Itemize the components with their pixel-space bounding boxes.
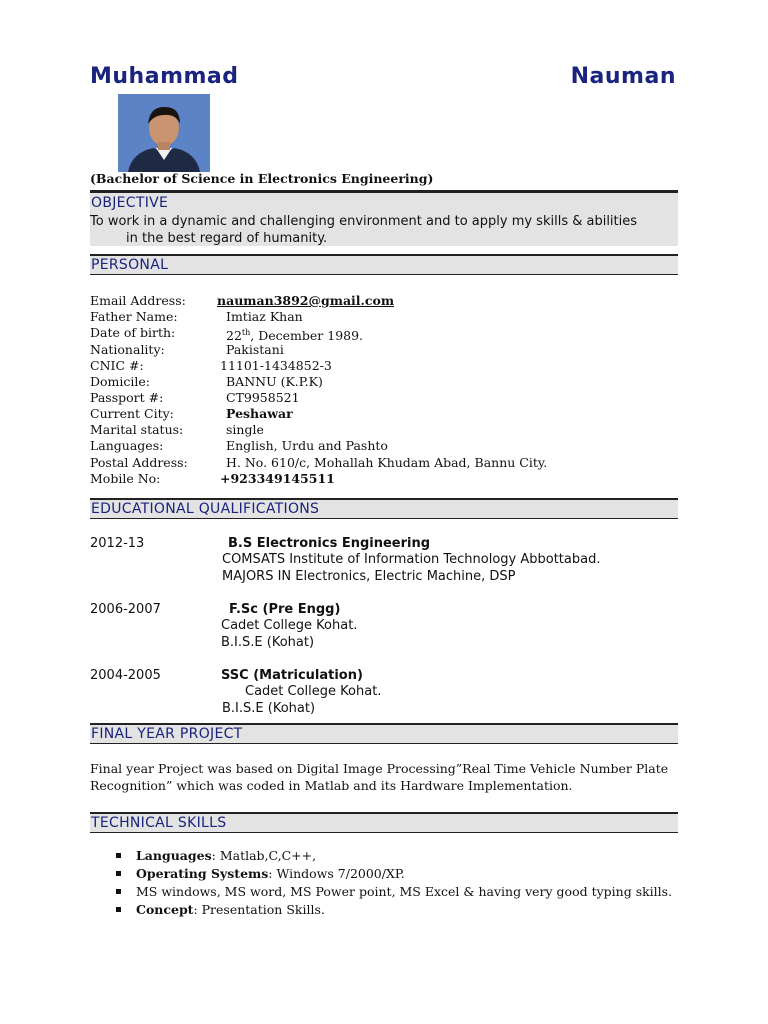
personal-value-sup: th <box>241 328 251 337</box>
edu-1-degree: B.S Electronics Engineering <box>228 536 431 551</box>
personal-value-text: H. No. 610/c, Mohallah Khudam Abad, Bannu City. <box>226 455 548 470</box>
skill-label: Operating Systems <box>136 866 269 881</box>
project-line-1: Final year Project was based on Digital Image Processing”Real Time Vehicle Number Plate <box>90 761 669 776</box>
personal-value-text: single <box>226 422 264 437</box>
education-heading-bar <box>90 498 678 519</box>
profile-photo <box>118 94 210 172</box>
objective-line-1: To work in a dynamic and challenging environment and to apply my skills & abilities <box>90 214 638 229</box>
skills-list <box>116 847 672 919</box>
personal-value <box>226 438 388 454</box>
personal-value <box>226 406 293 422</box>
personal-value-text: +923349145511 <box>220 471 335 486</box>
personal-value <box>220 358 332 374</box>
degree-title: (Bachelor of Science in Electronics Engineering) <box>90 171 434 186</box>
personal-value-text: 11101-1434852-3 <box>220 358 332 373</box>
personal-heading-bar <box>90 254 678 275</box>
personal-label: Mobile No: <box>90 471 161 486</box>
personal-label: Email Address: <box>90 293 186 308</box>
personal-label: CNIC #: <box>90 358 144 373</box>
skill-label: Concept <box>136 902 194 917</box>
skills-heading: TECHNICAL SKILLS <box>91 815 227 831</box>
personal-value-text: 22 <box>226 328 242 344</box>
personal-value-text: CT9958521 <box>226 390 300 405</box>
edu-3-years: 2004-2005 <box>90 668 161 683</box>
personal-value[interactable] <box>217 293 394 309</box>
edu-1-line-2: MAJORS IN Electronics, Electric Machine, DSP <box>222 569 516 584</box>
first-name: Muhammad <box>90 64 239 89</box>
edu-1-line-1: COMSATS Institute of Information Technology Abbottabad. <box>222 552 601 567</box>
project-line-2: Recognition” which was coded in Matlab and its Hardware Implementation. <box>90 778 573 793</box>
personal-label: Nationality: <box>90 342 165 357</box>
last-name: Nauman <box>570 64 676 89</box>
skill-item <box>116 901 672 919</box>
skills-heading-bar <box>90 812 678 833</box>
skill-text: : Windows 7/2000/XP. <box>268 866 405 881</box>
personal-label: Postal Address: <box>90 455 188 470</box>
skill-text: : Presentation Skills. <box>193 902 325 917</box>
education-heading: EDUCATIONAL QUALIFICATIONS <box>91 501 320 517</box>
personal-value-text: BANNU (K.P.K) <box>226 374 323 389</box>
personal-value-text: Peshawar <box>226 406 293 421</box>
personal-value <box>226 455 547 471</box>
personal-value <box>226 390 300 406</box>
personal-value-rest: , December 1989. <box>250 328 364 344</box>
skill-item <box>116 865 672 883</box>
personal-value <box>226 309 303 325</box>
edu-3-line-1: Cadet College Kohat. <box>245 684 382 699</box>
skill-label: Languages <box>136 848 212 863</box>
edu-2-line-1: Cadet College Kohat. <box>221 618 358 633</box>
personal-value-text: nauman3892@gmail.com <box>217 293 395 308</box>
skill-item <box>116 847 672 865</box>
personal-value-text: Imtiaz Khan <box>226 309 303 324</box>
edu-3-line-2: B.I.S.E (Kohat) <box>222 701 316 716</box>
objective-section <box>90 190 678 246</box>
skill-item <box>116 883 672 901</box>
personal-label: Domicile: <box>90 374 151 389</box>
edu-2-line-2: B.I.S.E (Kohat) <box>221 635 315 650</box>
personal-label: Marital status: <box>90 422 184 437</box>
personal-value <box>220 471 335 487</box>
personal-label: Languages: <box>90 438 164 453</box>
skill-text: MS windows, MS word, MS Power point, MS Excel & having very good typing skills. <box>136 884 673 899</box>
personal-value <box>226 422 264 438</box>
edu-3-degree: SSC (Matriculation) <box>221 668 363 683</box>
personal-label: Father Name: <box>90 309 178 324</box>
personal-value-text: English, Urdu and Pashto <box>226 438 388 453</box>
objective-line-2: in the best regard of humanity. <box>126 231 328 246</box>
project-heading: FINAL YEAR PROJECT <box>91 726 243 742</box>
personal-label: Passport #: <box>90 390 164 405</box>
edu-1-years: 2012-13 <box>90 536 145 551</box>
objective-heading: OBJECTIVE <box>91 195 169 211</box>
skill-text: : Matlab,C,C++, <box>211 848 317 863</box>
personal-label: Date of birth: <box>90 325 176 340</box>
personal-heading: PERSONAL <box>91 257 169 273</box>
project-heading-bar <box>90 723 678 744</box>
personal-value <box>226 342 284 358</box>
personal-value <box>226 374 323 390</box>
personal-label: Current City: <box>90 406 174 421</box>
edu-2-degree: F.Sc (Pre Engg) <box>229 602 341 617</box>
edu-2-years: 2006-2007 <box>90 602 161 617</box>
personal-value-text: Pakistani <box>226 342 284 357</box>
